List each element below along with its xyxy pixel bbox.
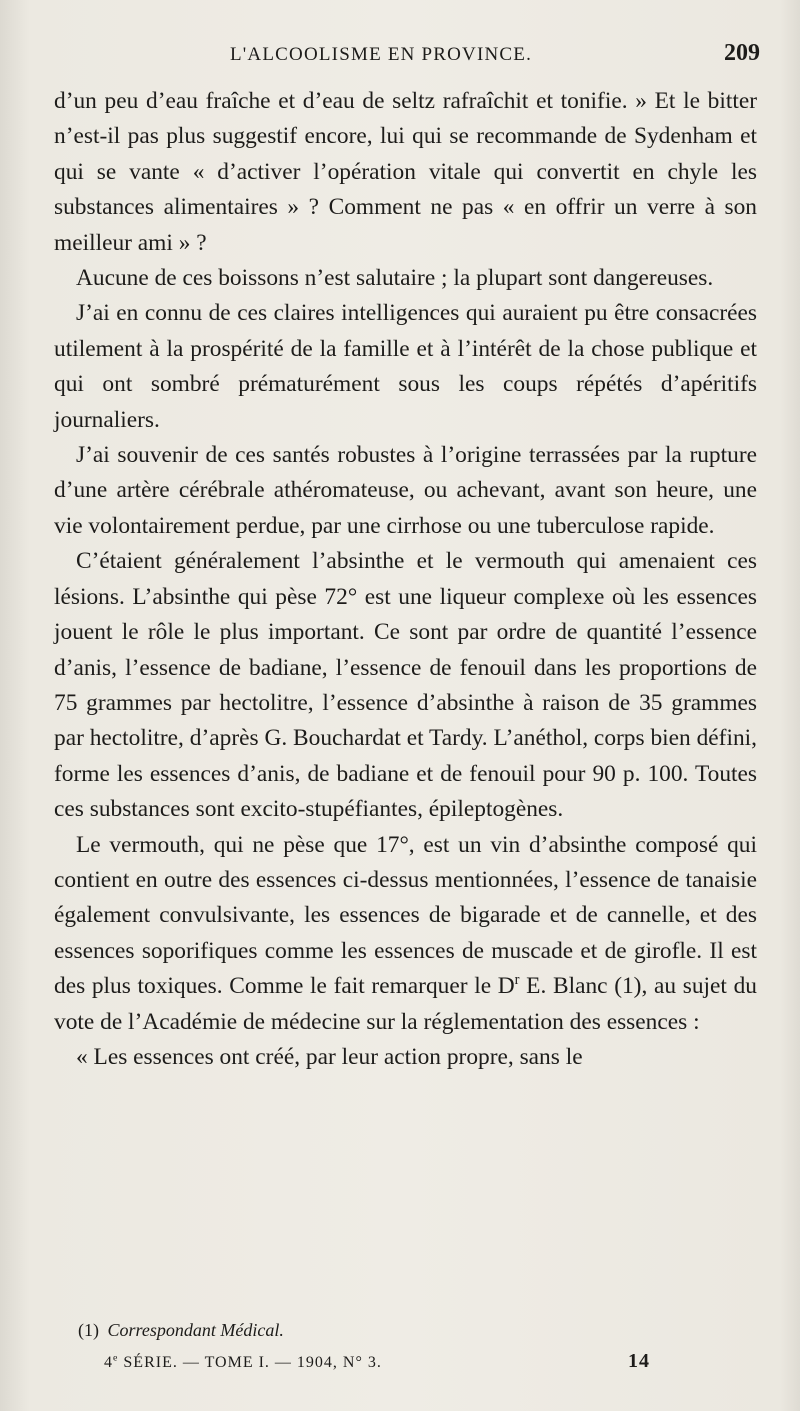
paragraph-2: Aucune de ces boissons n’est salutaire ; la plupart sont dangereuses. xyxy=(76,265,714,292)
footnote-mark: (1) xyxy=(78,1320,99,1340)
paragraph-4: J’ai souvenir de ces santés robustes à l’origine terrassées par la rupture d’une artère cérébrale athéromateuse, ou achevant, avant son heure, une vie volontairement perdue, par une cirrhose ou une tuberculose rapide. xyxy=(54,442,757,539)
running-title: L'ALCOOLISME EN PROVINCE. xyxy=(230,44,533,65)
series-superscript: e xyxy=(113,1352,119,1364)
body-text xyxy=(54,84,757,1075)
paragraph-5: C’étaient généralement l’absinthe et le vermouth qui amenaient ces lésions. L’absinthe qui pèse 72° est une liqueur complexe où les essences jouent le rôle le plus important. Ce sont par ordre de quantité l’essence d’anis, l’essence de badiane, l’essence de fenouil dans les proportions de 75 grammes par hectolitre, l’essence d’absinthe à raison de 35 grammes par hectolitre, d’après G. Bouchardat et Tardy. L’anéthol, corps bien défini, forme les essences d’anis, de badiane et de fenouil pour 90 p. 100. Toutes ces substances sont excito-stupéfiantes, épileptogènes. xyxy=(54,548,757,823)
paragraph-1: d’un peu d’eau fraîche et d’eau de seltz rafraîchit et tonifie. » Et le bitter n’est-il pas plus suggestif encore, lui qui se recommande de Sydenham et qui se vante « d’activer l’opération vitale qui convertit en chyle les substances alimentaires » ? Comment ne pas « en offrir un verre à son meilleur ami » ? xyxy=(54,88,757,256)
paragraph-3: J’ai en connu de ces claires intelligences qui auraient pu être consacrées utilement à la prospérité de la famille et à l’intérêt de la chose publique et qui ont sombré prématurément sous les coups répétés d’apéritifs journaliers. xyxy=(54,300,757,433)
paragraph-7-quote: « Les essences ont créé, par leur action propre, sans le xyxy=(76,1043,583,1070)
page-number: 209 xyxy=(724,40,760,66)
paragraph-6-text-after: E. Blanc (1), au sujet du vote de l’Académie de médecine sur la réglementation des essences : xyxy=(54,973,757,1035)
paragraph-6 xyxy=(54,828,757,1040)
paragraph-6-text-before: Le vermouth, qui ne pèse que 17°, est un vin d’absinthe composé qui contient en outre des essences ci-dessus mentionnées, l’essence de tanaisie également convulsivante, les essences de bigarade et de cannelle, et des essences soporifiques comme les essences de muscade et de girofle. Il est des plus toxiques. Comme le fait remarquer le D xyxy=(54,831,757,1000)
series-volume-line xyxy=(104,1354,382,1372)
sheet-number: 14 xyxy=(628,1350,650,1372)
series-rest: SÉRIE. — TOME I. — 1904, N° 3. xyxy=(118,1354,382,1371)
series-number: 4 xyxy=(104,1354,113,1371)
footnote-text: Correspondant Médical. xyxy=(107,1320,284,1340)
footnote xyxy=(78,1320,284,1341)
page-header xyxy=(54,40,762,72)
printer-signature xyxy=(104,1350,650,1376)
doctor-abbrev-superscript: r xyxy=(514,972,520,989)
